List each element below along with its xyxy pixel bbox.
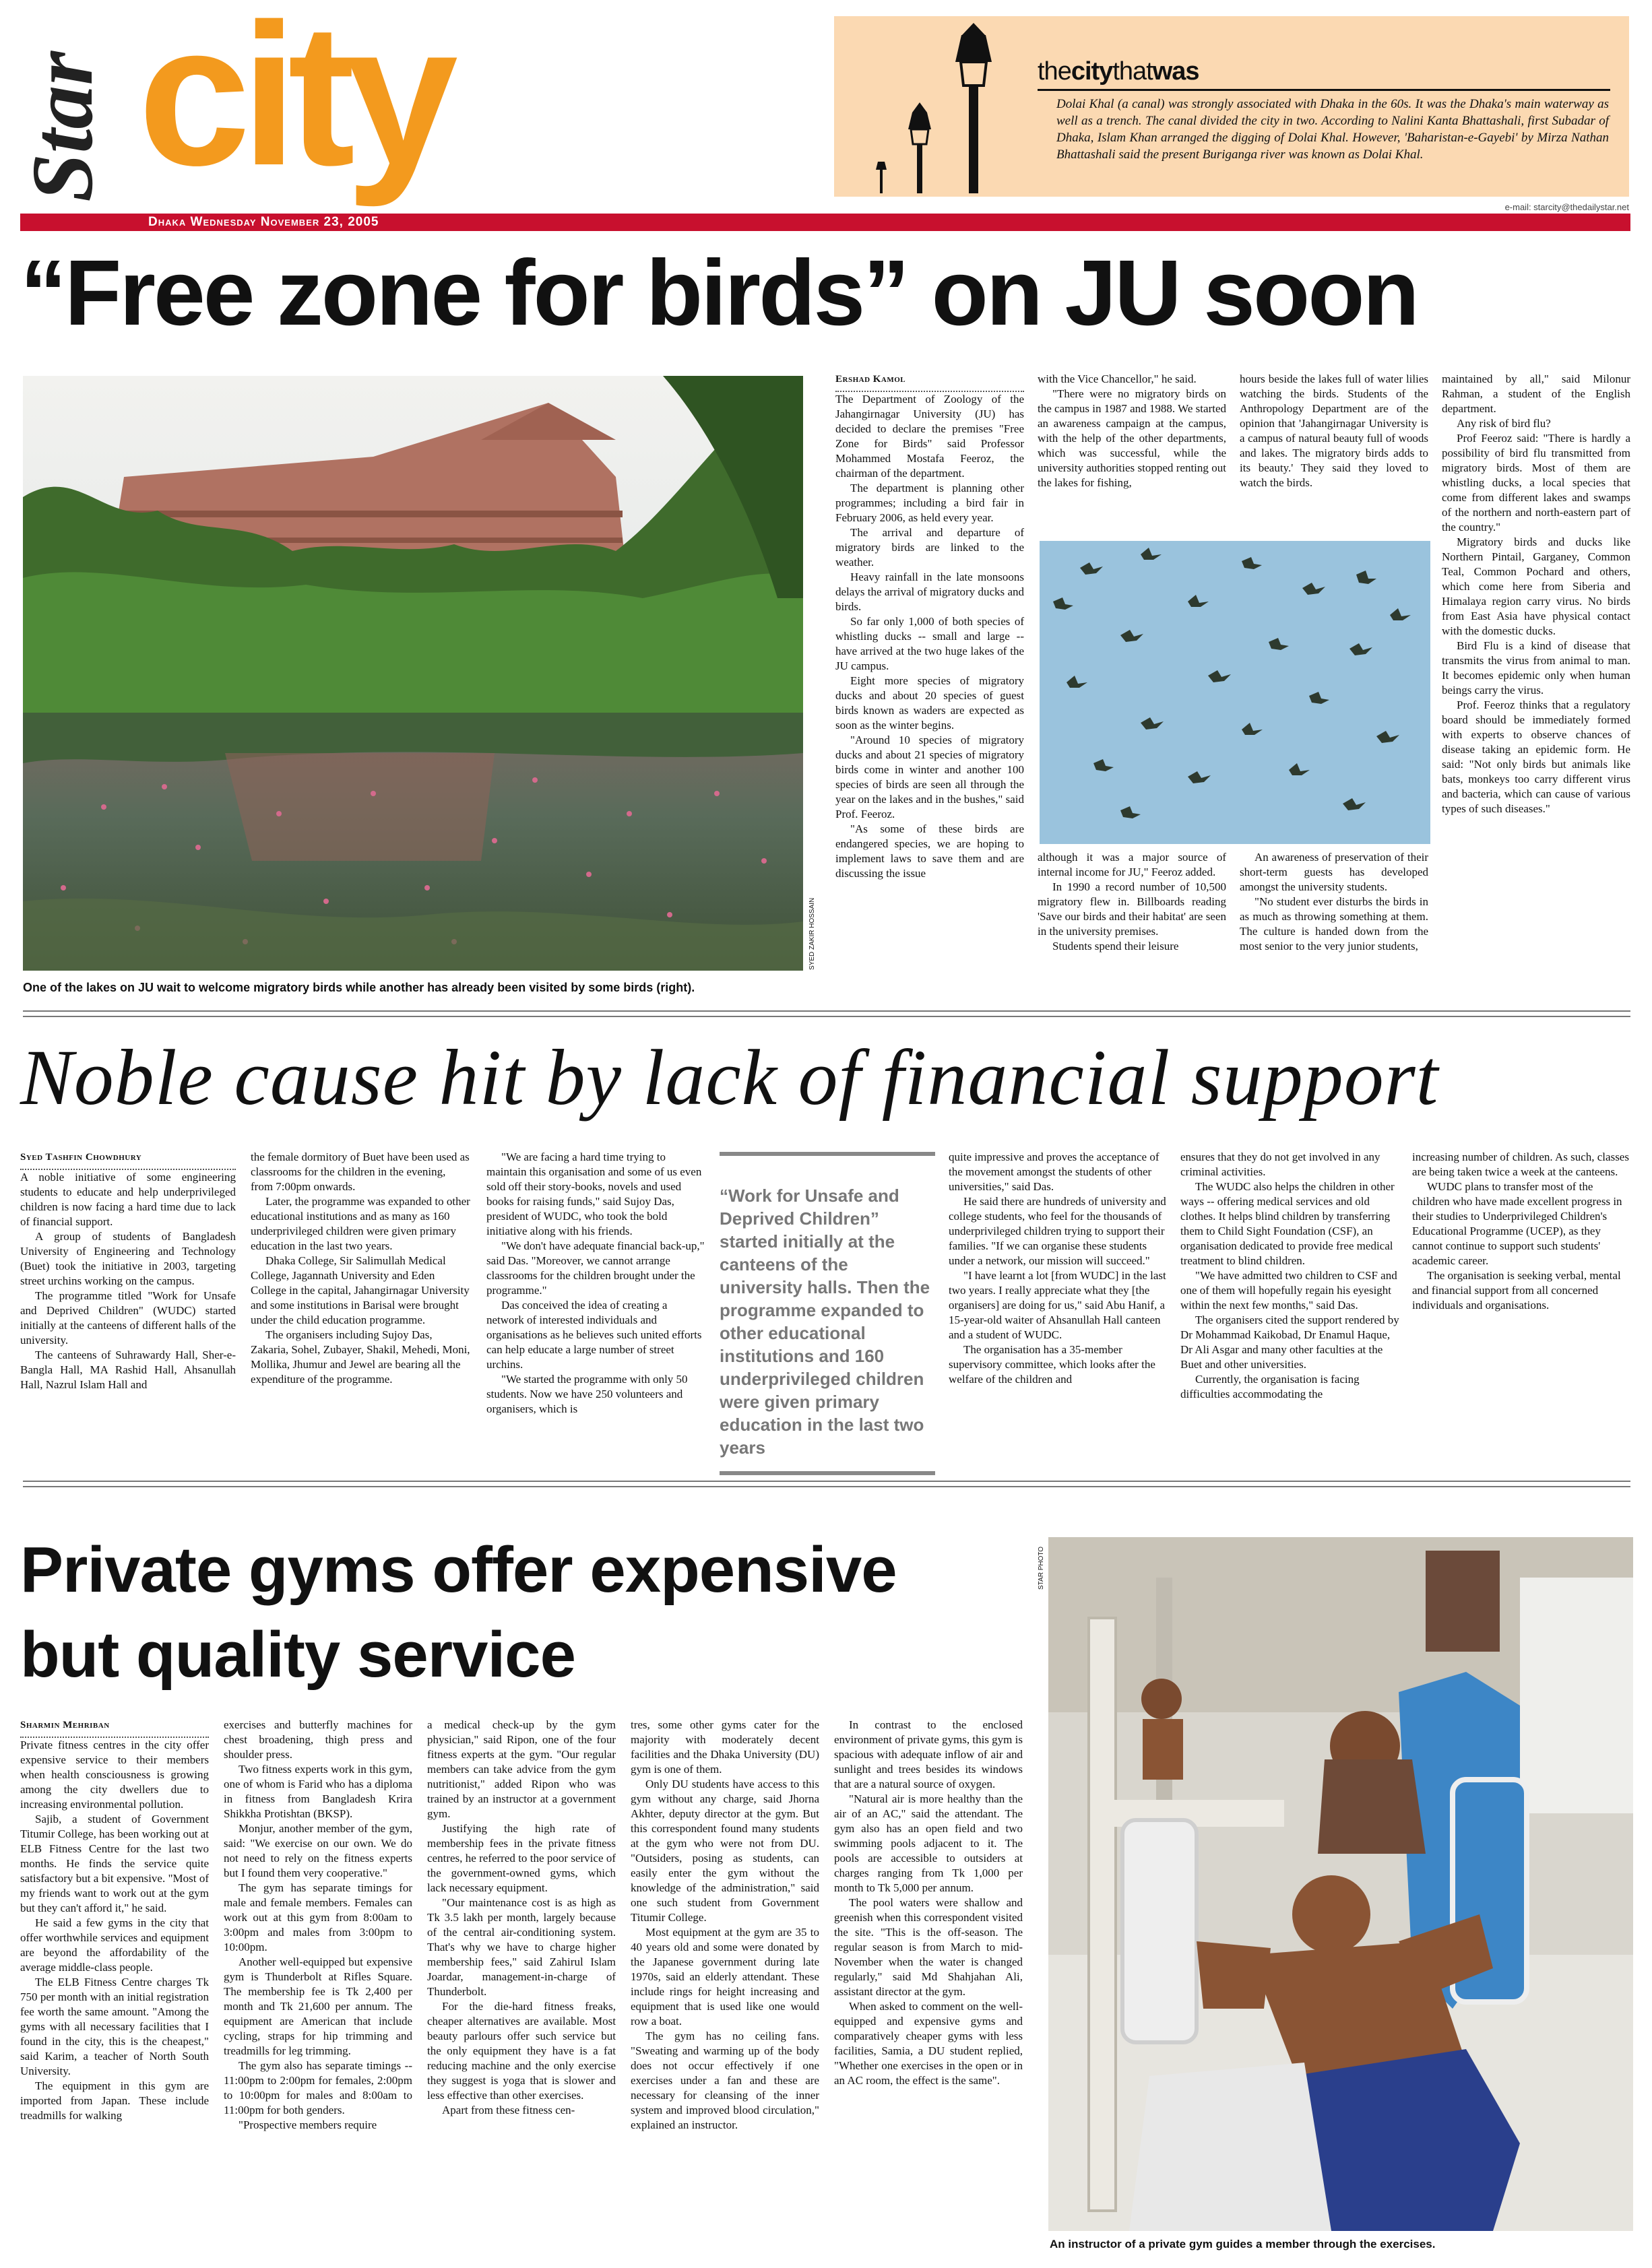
story2-col4-p2: "I have learnt a lot [from WUDC] in the last two years. I really appreciate what they [the organisers] are doing for us," said Abu Hanif, a 15-year-old waiter of Ahsanullah Hall canteen and a student of WUDC. <box>949 1269 1166 1341</box>
story3-col4-p3: The gym has no ceiling fans. "Sweating and warming up of the body does not occur effectively if one exercises under a fan and these are necessary for cleansing of the inner system and improved blood circulation," explained an instructor. <box>631 2030 819 2131</box>
story3-col5-p0: In contrast to the enclosed environment of private gyms, this gym is spacious with adequate inflow of air and sunlight and trees besides its windows that are a natural source of oxygen. <box>834 1718 1023 1790</box>
section-divider-2 <box>23 1481 1630 1487</box>
story2-col2-p2: Dhaka College, Sir Salimullah Medical College, Jagannath University and Eden College in the capital, Jahangirnagar University and some institutions in Barisal were brought under the child education programme. <box>251 1254 470 1326</box>
story3-col2-p1: Two fitness experts work in this gym, one of whom is Farid who has a diploma in fitness from Bangladesh Krira Shikkha Protishtan (BKSP). <box>224 1763 412 1820</box>
story3-col3-p4: Apart from these fitness cen- <box>442 2104 575 2116</box>
story3-col2 <box>224 1718 412 2133</box>
story2-col5-p4: Currently, the organisation is facing difficulties accommodating the <box>1180 1373 1360 1400</box>
story1-col1 <box>835 372 1024 881</box>
story1-col3-top-p0: hours beside the lakes full of water lilies watching the birds. Students of the Anthropology Department are of the opinion that 'Jahangirnagar University is a campus of natural beauty full of woods and lakes. The migratory birds adds to its beauty.' They said they loved to watch the birds. <box>1240 372 1428 489</box>
story3-col3-p1: Justifying the high rate of membership fees in the private fitness centres, he referred to the poor service of the government-owned gyms, which lack necessary equipment. <box>427 1822 616 1894</box>
story2-col2-p1: Later, the programme was expanded to other educational institutions and as many as 160 underprivileged children were given primary education in the last two years. <box>251 1195 470 1252</box>
story2-col2 <box>251 1150 470 1387</box>
story1-byline: Ershad Kamol <box>835 372 1024 392</box>
story3-col3-p3: For the die-hard fitness freaks, cheaper alternatives are available. Most beauty parlours offer such service but the only equipment they have is a fat reducing machine and the only exercise they suggest is yoga that is slower and less effective than other exercises. <box>427 2000 616 2102</box>
story3-col3-p2: "Our maintenance cost is as high as Tk 3.5 lakh per month, largely because of the central air-conditioning system. That's why we have to charge higher membership fees," said Zahirul Islam Joardar, management-in-charge of Thunderbolt. <box>427 1896 616 1998</box>
story1-col1-p3: Heavy rainfall in the late monsoons delays the arrival of migratory ducks and birds. <box>835 571 1024 613</box>
story2-col6-p0: increasing number of children. As such, classes are being taken twice a week at the canteens. <box>1412 1151 1629 1178</box>
story2-col5 <box>1180 1150 1400 1402</box>
story2-col3-p0: "We are facing a hard time trying to maintain this organisation and some of us even sold off their story-books, novels and used books for raising funds," said Sujoy Das, president of WUDC, who took the bold initiative along with his friends. <box>486 1151 702 1237</box>
story3-caption: An instructor of a private gym guides a member through the exercises. <box>1050 2238 1436 2250</box>
story1-col4-p2: Prof Feeroz said: "There is hardly a possibility of bird flu transmitted from migratory birds. Most of them are whistling ducks, a local species that come from different lakes and swamps of the northern and north-eastern part of the country." <box>1442 432 1630 533</box>
story3-col4 <box>631 1718 819 2133</box>
story1-col3-bottom-p0: An awareness of preservation of their short-term guests has developed amongst the university students. <box>1240 851 1428 893</box>
brand-prefix: Star <box>14 51 111 202</box>
story2-col6 <box>1412 1150 1632 1313</box>
story1-col2-bottom-p2: Students spend their leisure <box>1052 940 1179 952</box>
story1-col2-top-p1: "There were no migratory birds on the campus in 1987 and 1988. We started an awareness campaign at the campus, with the help of the other departments, which was successful, while the university authorities stopped renting out the lakes for fishing, <box>1038 387 1226 489</box>
story3-col5 <box>834 1718 1023 2088</box>
story2-col3-p3: "We started the programme with only 50 students. Now we have 250 volunteers and organisers, which is <box>486 1373 688 1415</box>
story1-col4-p5: Prof. Feeroz thinks that a regulatory board should be immediately formed with experts to observe chances of disease taking an epidemic form. He said: "Not only birds but animals like bats, monkeys too carry different virus and bacteria, which can cause of various types of such diseases." <box>1442 699 1630 815</box>
story1-col2-top <box>1038 372 1226 490</box>
story1-col2-bottom <box>1038 850 1226 954</box>
story2-col5-p0: ensures that they do not get involved in any criminal activities. <box>1180 1151 1380 1178</box>
street-lamps-illustration <box>854 22 1023 193</box>
story3-col5-p1: "Natural air is more healthy than the air of an AC," said the attendant. The gym also has an open field and two swimming pools adjacent to it. The pools are accessible to outsiders at charges ranging from Tk 1,000 per month to Tk 5,000 per annum. <box>834 1792 1023 1894</box>
story3-col2-p5: The gym also has separate timings -- 11:00pm to 2:00pm for females, 2:00pm to 10:00pm for males and 8:00am to 11:00pm for both genders. <box>224 2059 412 2116</box>
box-title-was: was <box>1152 57 1199 86</box>
story2-col6-p2: The organisation is seeking verbal, mental and financial support from all concerned individuals and organisations. <box>1412 1269 1621 1311</box>
story1-col4-p1: Any risk of bird flu? <box>1457 417 1551 430</box>
story1-col3-top <box>1240 372 1428 490</box>
story3-headline-line1: Private gyms offer expensive <box>20 1534 897 1606</box>
section-divider-1 <box>23 1010 1630 1017</box>
story1-col2-bottom-p1: In 1990 a record number of 10,500 migratory flew in. Billboards reading 'Save our birds and their habitat' are seen in the university premises. <box>1038 880 1226 938</box>
story3-col3-p0: a medical check-up by the gym physician," said Ripon, one of the four fitness experts at the gym. "Our regular members can take advice from the gym nutritionist," added Ripon who was trained by an instructor at a government gym. <box>427 1718 616 1820</box>
story2-col6-p1: WUDC plans to transfer most of the children who have made excellent progress in their studies to Underprivileged Children's Educational Programme (UCEP), as they cannot continue to support such students' academic career. <box>1412 1180 1622 1267</box>
gym-photo <box>1048 1537 1633 2231</box>
story3-col5-p2: The pool waters were shallow and greenish when this correspondent visited the site. "This is the off-season. The regular season is from March to mid-November when the water is changed regularly," said Md Shahjahan Ali, assistant director at the gym. <box>834 1896 1023 1998</box>
story1-caption: One of the lakes on JU wait to welcome migratory birds while another has already been visited by some birds (right). <box>23 981 695 994</box>
photo-credit-3: STAR PHOTO <box>1038 1546 1045 1590</box>
story1-col1-p7: "As some of these birds are endangered species, we are hoping to implement laws to save them and are discussing the issue <box>835 822 1024 880</box>
story1-col1-p2: The arrival and departure of migratory birds are linked to the weather. <box>835 526 1024 569</box>
email: e-mail: starcity@thedailystar.net <box>1504 202 1629 212</box>
dateline: Dhaka Wednesday November 23, 2005 <box>148 215 379 229</box>
story1-col1-p4: So far only 1,000 of both species of whistling ducks -- small and large -- have arrived at the two huge lakes of the JU campus. <box>835 615 1024 672</box>
box-text: Dolai Khal (a canal) was strongly associated with Dhaka in the 60s. It was the Dhaka's main waterway as well as a trench. The canal divided the city in two. According to Nalini Kanta Bhattashali, first Subadar of Dhaka, Islam Khan arranged the digging of Dolai Khal. However, 'Baharistan-e-Gayebi' by Mirza Nathan Bhattashali said the present Buriganga river was known as Dolai Khal. <box>1056 97 1609 162</box>
story2-col3-p2: Das conceived the idea of creating a network of interested individuals and organisations as he believes such united efforts can help educate a large number of street urchins. <box>486 1299 702 1371</box>
story1-col2-top-p0: with the Vice Chancellor," he said. <box>1038 372 1197 385</box>
story3-col3 <box>427 1718 616 2118</box>
story3-col2-p0: exercises and butterfly machines for chest broadening, thigh press and shoulder press. <box>224 1718 412 1761</box>
story3-headline-line2: but quality service <box>20 1619 575 1691</box>
story2-col1-p2: The programme titled "Work for Unsafe and Deprived Children" (WUDC) started initially at the canteens of different halls of the university. <box>20 1289 236 1347</box>
story3-col1-p3: The ELB Fitness Centre charges Tk 750 per month with an initial registration fee worth the same amount. "Among the gyms with all necessary facilities that I found in the city, this is the cheapest," said Karim, a teacher of North South University. <box>20 1976 209 2077</box>
story2-byline: Syed Tashfin Chowdhury <box>20 1150 236 1170</box>
story3-headline <box>20 1528 897 1697</box>
box-title-that: that <box>1112 57 1153 86</box>
story3-col1-p0: Private fitness centres in the city offer expensive service to their members when health consciousness is growing among the city dwellers due to increasing environmental pollution. <box>20 1739 209 1811</box>
story2-col4-p1: He said there are hundreds of university and college students, who feel for the thousands of underprivileged children trying to support their families. "If we can organise these students under a network, our mission will succeed." <box>949 1195 1166 1267</box>
story3-col2-p2: Monjur, another member of the gym, said: "We exercise on our own. We do not need to rely on the fitness experts but I found them very cooperative." <box>224 1822 412 1879</box>
pullquote-box <box>720 1152 935 1475</box>
story2-headline: Noble cause hit by lack of financial support <box>20 1033 1439 1122</box>
story3-col1 <box>20 1718 209 2123</box>
masthead <box>0 0 1652 236</box>
story2-col2-p3: The organisers including Sujoy Das, Zakaria, Sohel, Zubayer, Shakil, Mehedi, Moni, Mollika, Jhumur and Jewel are bearing all the expenditure of the programme. <box>251 1328 470 1386</box>
story3-col4-p2: Most equipment at the gym are 35 to 40 years old and some were donated by the Japanese government during late 1970s, said an elderly attendant. These include rings for height increasing and equipment that is used like one would row a boat. <box>631 1926 819 2028</box>
story1-col2-bottom-p0: although it was a major source of internal income for JU," Feeroz added. <box>1038 851 1226 878</box>
story2-col1-p3: The canteens of Suhrawardy Hall, Sher-e-Bangla Hall, MA Rashid Hall, Ahsanullah Hall, Nazrul Islam Hall and <box>20 1349 236 1391</box>
story2-col5-p2: "We have admitted two children to CSF and one of them will hopefully regain his eyesight within the next few months," said Das. <box>1180 1269 1397 1311</box>
story1-col4-p3: Migratory birds and ducks like Northern Pintail, Garganey, Common Teal, Common Pochard and others, which come here from Siberia and Himalaya region carry virus. No birds from East Asia have physical contact with the domestic ducks. <box>1442 536 1630 637</box>
story2-col3-p1: "We don't have adequate financial back-up," said Das. "Moreover, we cannot arrange classrooms for the children brought under the programme." <box>486 1239 705 1297</box>
story3-col2-p4: Another well-equipped but expensive gym is Thunderbolt at Rifles Square. The membership fee is Tk 2,400 per month and Tk 21,600 per annum. The equipment are American that include cycling, straps for hip trimming and treadmills for leg trimming. <box>224 1955 412 2057</box>
story2-col3 <box>486 1150 706 1417</box>
story1-col1-p1: The department is planning other programmes; including a bird fair in February 2006, as held every year. <box>835 482 1024 524</box>
the-city-that-was-box <box>834 16 1629 197</box>
story2-col1 <box>20 1150 236 1392</box>
pullquote-text: “Work for Unsafe and Deprived Children” started initially at the canteens of the university halls. Then the programme expanded to other educational institutions and 160 underprivileged children were given primary education in the last two years <box>720 1186 930 1458</box>
story1-col4-p0: maintained by all," said Milonur Rahman, a student of the English department. <box>1442 372 1630 415</box>
story3-col2-p6: "Prospective members require <box>239 2118 377 2131</box>
brand-title: city <box>138 0 449 207</box>
story2-col1-p1: A group of students of Bangladesh University of Engineering and Technology (Buet) took the initiative in 2003, targeting street urchins working on the campus. <box>20 1230 236 1287</box>
story3-col4-p1: Only DU students have access to this gym without any charge, said Jhorna Akhter, deputy director at the gym. But this correspondent found many students at the gym who were not from DU. "Outsiders, posing as students, can easily enter the gym without the knowledge of the administration," said one such student from Government Titumir College. <box>631 1778 819 1924</box>
box-title-the: the <box>1038 57 1071 86</box>
box-title-city: city <box>1071 57 1113 86</box>
story2-col5-p3: The organisers cited the support rendered by Dr Mohammad Kaikobad, Dr Enamul Haque, Dr Ali Asgar and many other faculties at the Buet and other universities. <box>1180 1314 1399 1371</box>
story2-col2-p0: the female dormitory of Buet have been used as classrooms for the children in the evening, from 7:00pm onwards. <box>251 1151 470 1193</box>
story1-col4-p4: Bird Flu is a kind of disease that transmits the virus from animal to man. It becomes epidemic only when human beings carry the virus. <box>1442 639 1630 696</box>
story1-col1-p6: "Around 10 species of migratory ducks and about 21 species of migratory birds come in winter and another 100 species of birds are seen all through the year on the lakes and in the bushes," said Prof. Feeroz. <box>835 734 1024 820</box>
story1-col1-p5: Eight more species of migratory ducks and about 20 species of guest birds known as waders are expected as soon as the winter begins. <box>835 674 1024 732</box>
story2-col4-p0: quite impressive and proves the acceptance of the movement amongst the students of other universities," said Das. <box>949 1151 1159 1193</box>
story3-byline: Sharmin Mehriban <box>20 1718 209 1738</box>
story1-col3-bottom <box>1240 850 1428 954</box>
story3-col1-p4: The equipment in this gym are imported from Japan. These include treadmills for walking <box>20 2079 209 2122</box>
story1-col1-p0: The Department of Zoology of the Jahangirnagar University (JU) has decided to declare the premises "Free Zone for Birds" said Professor Mohammed Mostafa Feeroz, the chairman of the department. <box>835 393 1024 480</box>
birds-photo <box>1040 541 1430 844</box>
story3-col1-p1: Sajib, a student of Government Titumir College, has been working out at ELB Fitness Centre for the last two months. He finds the service quite satisfactory but a bit expensive. "Most of my friends want to work out at the gym but they can't afford it," he said. <box>20 1813 209 1914</box>
box-rule <box>1038 89 1610 91</box>
box-title <box>1038 58 1199 85</box>
story1-headline: “Free zone for birds” on JU soon <box>20 241 1418 345</box>
story1-col3-bottom-p1: "No student ever disturbs the birds in as much as throwing something at them. The culture is handed down from the most senior to the very junior students, <box>1240 895 1428 952</box>
story1-col4 <box>1442 372 1630 816</box>
story3-col4-p0: tres, some other gyms cater for the majority with moderately decent facilities and the Dhaka University (DU) gym is one of them. <box>631 1718 819 1776</box>
photo-credit-1: SYED ZAKIR HOSSAIN <box>808 897 816 970</box>
story3-col2-p3: The gym has separate timings for male and female members. Females can work out at this gym from 8:00am to 3:00pm and males from 3:00pm to 10:00pm. <box>224 1881 412 1953</box>
story3-col5-p3: When asked to comment on the well-equipped and expensive gyms and comparatively cheaper gyms with less facilities, Samia, a DU student replied, "Whether one exercises in the open or in an AC room, the effect is the same". <box>834 2000 1023 2087</box>
story3-col1-p2: He said a few gyms in the city that offer worthwhile services and equipment are beyond the affordability of the average middle-class people. <box>20 1916 209 1974</box>
story2-col1-p0: A noble initiative of some engineering students to educate and help underprivileged children is now facing a hard time due to lack of financial support. <box>20 1171 236 1228</box>
story2-col4 <box>949 1150 1168 1387</box>
story2-col4-p3: The organisation has a 35-member supervisory committee, which looks after the welfare of the children and <box>949 1343 1155 1386</box>
lake-photo <box>23 376 803 971</box>
story2-col5-p1: The WUDC also helps the children in other ways -- offering medical services and old clothes. It helps blind children by transferring them to Child Sight Foundation (CSF), an organisation dedicated to provide free medical treatment to blind children. <box>1180 1180 1395 1267</box>
